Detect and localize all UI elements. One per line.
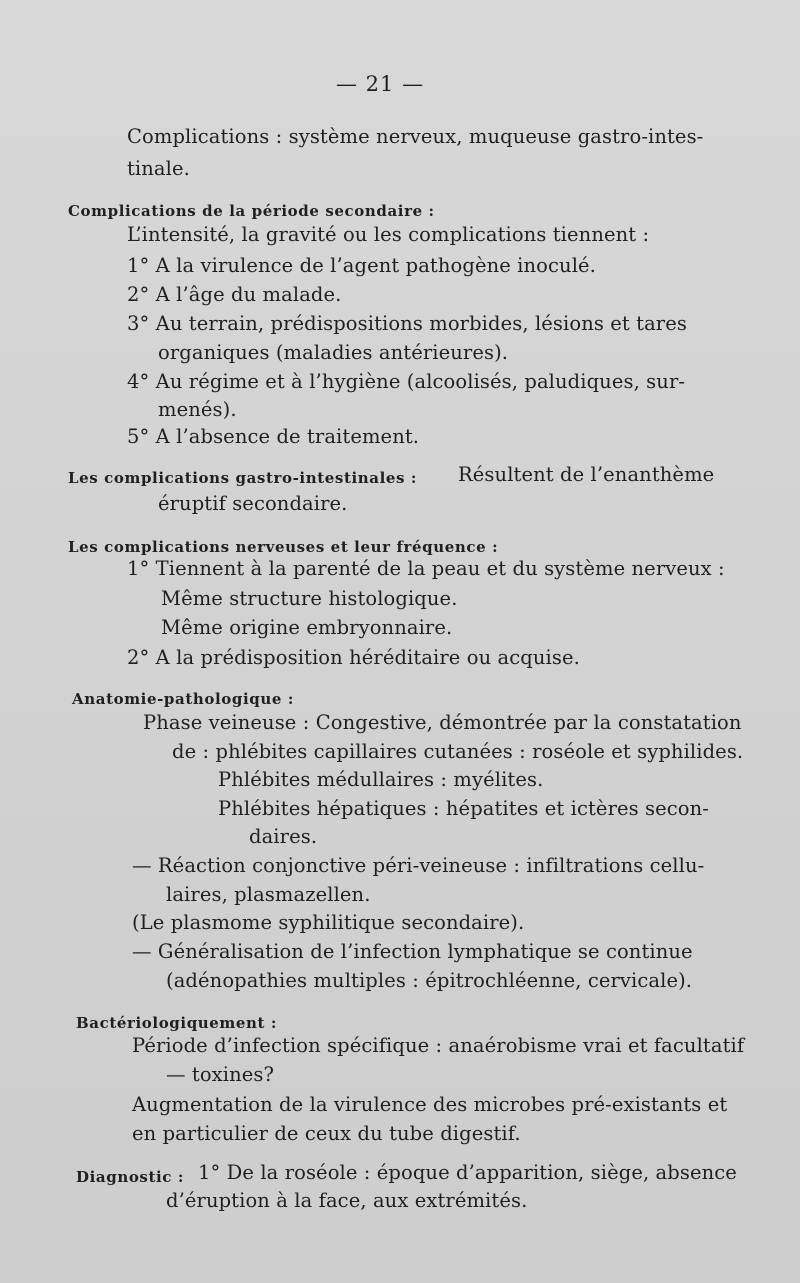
- anatomie-line-3: Phlébites médullaires : myélites.: [218, 768, 544, 791]
- heading-bacteriologiquement: Bactériologiquement :: [76, 1014, 278, 1032]
- anatomie-line-2: de : phlébites capillaires cutanées : roséole et syphilides.: [172, 740, 744, 763]
- anatomie-line-8: (Le plasmome syphilitique secondaire).: [132, 911, 525, 934]
- secondaire-item-2: 2° A l’âge du malade.: [127, 283, 342, 306]
- nerveuses-item-2: 2° A la prédisposition héréditaire ou acquise.: [127, 646, 580, 669]
- anatomie-line-7: laires, plasmazellen.: [166, 883, 371, 906]
- complications-line-1: Complications : système nerveux, muqueuse gastro-intes-: [127, 125, 704, 148]
- nerveuses-item-1: 1° Tiennent à la parenté de la peau et du système nerveux :: [127, 557, 725, 580]
- secondaire-intro: L’intensité, la gravité ou les complications tiennent :: [127, 223, 650, 246]
- anatomie-line-10: (adénopathies multiples : épitrochléenne, cervicale).: [166, 969, 693, 992]
- heading-gastro-intestinales: Les complications gastro-intestinales :: [68, 469, 418, 487]
- bacterio-line-3: Augmentation de la virulence des microbes pré-existants et: [132, 1093, 728, 1116]
- secondaire-item-3a: 3° Au terrain, prédispositions morbides, lésions et tares: [127, 312, 687, 335]
- gastro-text-b: éruptif secondaire.: [158, 492, 348, 515]
- anatomie-line-1: Phase veineuse : Congestive, démontrée par la constatation: [143, 711, 742, 734]
- anatomie-line-4: Phlébites hépatiques : hépatites et ictères secon-: [218, 797, 709, 820]
- bacterio-line-2: — toxines?: [166, 1063, 275, 1086]
- nerveuses-sub-2: Même origine embryonnaire.: [161, 616, 453, 639]
- secondaire-item-4b: menés).: [158, 398, 237, 421]
- anatomie-line-6: — Réaction conjonctive péri-veineuse : infiltrations cellu-: [132, 854, 705, 877]
- heading-diagnostic: Diagnostic :: [76, 1168, 184, 1186]
- diagnostic-line-2: d’éruption à la face, aux extrémités.: [166, 1189, 528, 1212]
- anatomie-line-9: — Généralisation de l’infection lymphatique se continue: [132, 940, 693, 963]
- secondaire-item-3b: organiques (maladies antérieures).: [158, 341, 509, 364]
- heading-complications-nerveuses: Les complications nerveuses et leur fréquence :: [68, 538, 499, 556]
- secondaire-item-4a: 4° Au régime et à l’hygiène (alcoolisés, paludiques, sur-: [127, 370, 686, 393]
- heading-periode-secondaire: Complications de la période secondaire :: [68, 202, 435, 220]
- diagnostic-line-1: 1° De la roséole : époque d’apparition, siège, absence: [198, 1161, 737, 1184]
- complications-line-2: tinale.: [127, 157, 190, 180]
- page-number: — 21 —: [336, 72, 425, 96]
- heading-anatomie-pathologique: Anatomie-pathologique :: [72, 690, 294, 708]
- bacterio-line-1: Période d’infection spécifique : anaérobisme vrai et facultatif: [132, 1034, 745, 1057]
- secondaire-item-1: 1° A la virulence de l’agent pathogène inoculé.: [127, 254, 596, 277]
- anatomie-line-5: daires.: [249, 825, 318, 848]
- gastro-text-a: Résultent de l’enanthème: [458, 463, 715, 486]
- secondaire-item-5: 5° A l’absence de traitement.: [127, 425, 420, 448]
- bacterio-line-4: en particulier de ceux du tube digestif.: [132, 1122, 521, 1145]
- nerveuses-sub-1: Même structure histologique.: [161, 587, 458, 610]
